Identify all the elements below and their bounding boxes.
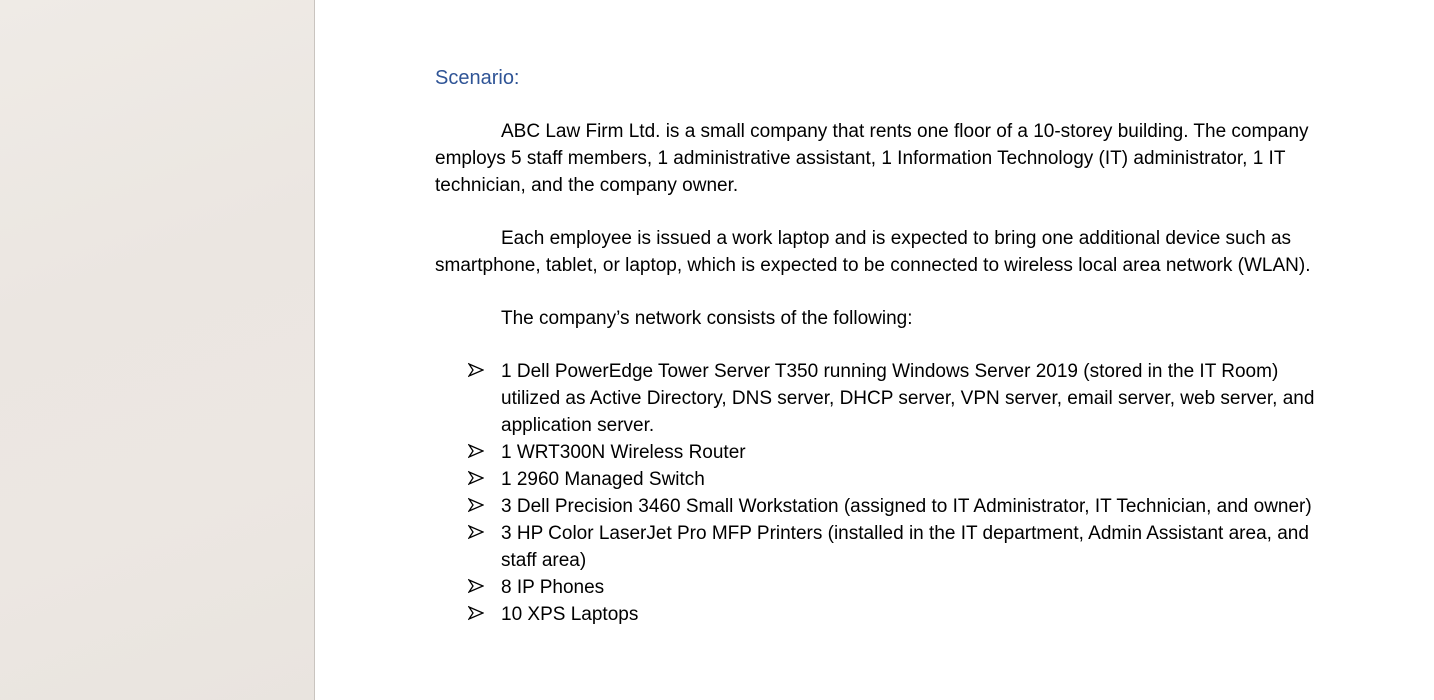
list-item-text: 1 Dell PowerEdge Tower Server T350 running Windows Server 2019 (stored in the IT Room) utilized as Active Directory, DNS server, DHCP server, VPN server, email server, web server, and application server. (501, 361, 1315, 436)
arrow-bullet-icon (468, 524, 484, 540)
list-item (435, 439, 1315, 466)
arrow-bullet-icon (468, 605, 484, 621)
arrow-bullet-icon (468, 443, 484, 459)
list-item (435, 493, 1315, 520)
left-margin-panel (0, 0, 314, 700)
scenario-heading: Scenario: (435, 67, 520, 89)
list-item-text: 3 Dell Precision 3460 Small Workstation (assigned to IT Administrator, IT Technician, and owner) (501, 496, 1312, 517)
list-item (435, 520, 1315, 574)
list-item-text: 3 HP Color LaserJet Pro MFP Printers (installed in the IT department, Admin Assistant area, and staff area) (501, 523, 1309, 571)
list-item (435, 574, 1315, 601)
network-equipment-list (435, 358, 1315, 628)
paragraph-employee-devices: Each employee is issued a work laptop and is expected to bring one additional device such as smartphone, tablet, or laptop, which is expected to be connected to wireless local area network (WLAN). (435, 228, 1311, 276)
list-item-text: 1 2960 Managed Switch (501, 469, 705, 490)
paragraph-network-intro: The company’s network consists of the following: (501, 308, 913, 329)
list-item (435, 358, 1315, 439)
list-item-text: 10 XPS Laptops (501, 604, 639, 625)
paragraph-company-intro: ABC Law Firm Ltd. is a small company that rents one floor of a 10-storey building. The company employs 5 staff members, 1 administrative assistant, 1 Information Technology (IT) administrator, 1 IT technician, and the company owner. (435, 121, 1309, 196)
list-item (435, 466, 1315, 493)
document-page[interactable] (314, 0, 1434, 700)
arrow-bullet-icon (468, 362, 484, 378)
list-item (435, 601, 1315, 628)
document-body (435, 64, 1315, 628)
arrow-bullet-icon (468, 470, 484, 486)
list-item-text: 1 WRT300N Wireless Router (501, 442, 746, 463)
arrow-bullet-icon (468, 578, 484, 594)
arrow-bullet-icon (468, 497, 484, 513)
list-item-text: 8 IP Phones (501, 577, 605, 598)
